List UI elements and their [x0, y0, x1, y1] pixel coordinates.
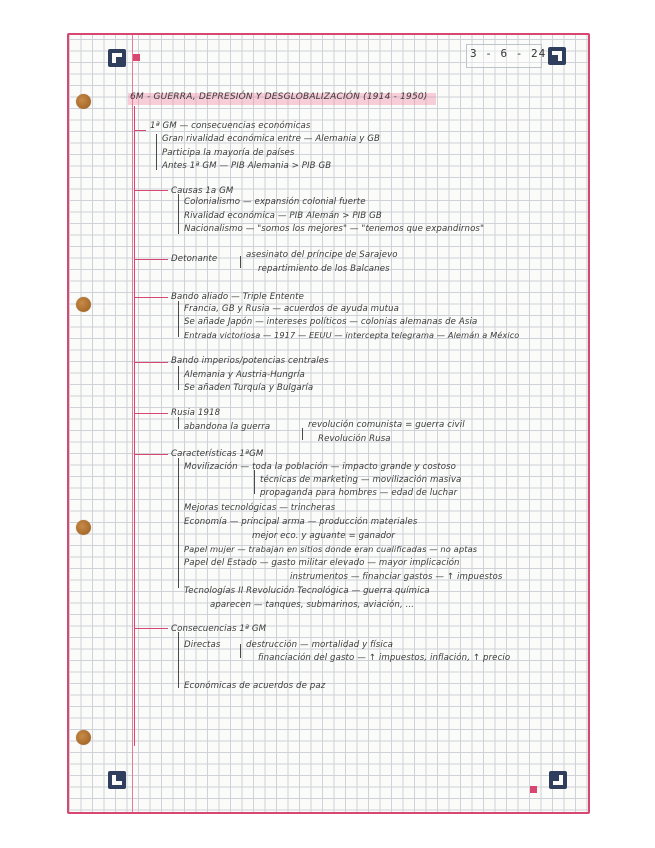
note-line: Economía — principal arma — producción materiales — [184, 517, 418, 527]
note-line: Movilización — toda la población — impacto grande y costoso — [184, 462, 457, 472]
section-heading: Causas 1a GM — [171, 186, 234, 196]
note-line: Rivalidad económica — PIB Alemán > PIB GB — [184, 211, 382, 221]
note-line: abandona la guerra — [184, 422, 271, 432]
note-line: Nacionalismo — "somos los mejores" — "tenemos que expandirnos" — [184, 224, 485, 234]
note-line: Participa la mayoría de países — [162, 148, 295, 158]
page-date: 3 - 6 - 24 — [470, 47, 547, 60]
corner-mark-top-right-icon — [548, 47, 566, 65]
outline-branch — [134, 362, 168, 363]
note-line: propaganda para hombres — edad de luchar — [260, 488, 458, 498]
note-line: Tecnologías II Revolución Tecnológica — guerra química — [184, 586, 430, 596]
note-line: Entrada victoriosa — 1917 — EEUU — intercepta telegrama — Alemán a México — [184, 330, 520, 340]
note-line: Mejoras tecnológicas — trincheras — [184, 503, 336, 513]
page-title: 6M - GUERRA, DEPRESIÓN Y DESGLOBALIZACIÓN (1914 - 1950) — [130, 92, 428, 102]
outline-trunk — [134, 106, 135, 746]
note-line: repartimiento de los Balcanes — [258, 264, 390, 274]
note-line: 1ª GM — consecuencias económicas — [150, 121, 311, 131]
outline-branch — [134, 628, 168, 629]
note-line: financiación del gasto — ↑ impuestos, inflación, ↑ precio — [258, 653, 511, 663]
bracket — [254, 470, 255, 494]
outline-branch — [134, 297, 168, 298]
corner-tick — [133, 54, 140, 61]
note-line: revolución comunista = guerra civil — [308, 420, 465, 430]
outline-branch — [134, 259, 168, 260]
note-line: técnicas de marketing — movilización masiva — [260, 475, 462, 485]
note-line: Colonialismo — expansión colonial fuerte — [184, 197, 366, 207]
corner-mark-bottom-right-icon — [549, 771, 567, 789]
bracket — [302, 428, 303, 440]
note-line: Gran rivalidad económica entre — Alemania y GB — [162, 134, 381, 144]
bracket — [178, 417, 179, 429]
note-line: instrumentos — financiar gastos — ↑ impuestos — [290, 572, 503, 582]
note-line: destrucción — mortalidad y física — [246, 640, 394, 650]
note-line: Francia, GB y Rusia — acuerdos de ayuda mutua — [184, 304, 400, 314]
corner-mark-top-left-icon — [108, 49, 126, 67]
corner-tick — [530, 786, 537, 793]
bracket — [240, 644, 241, 658]
section-heading: Características 1ªGM — [171, 449, 264, 459]
section-heading: Bando aliado — Triple Entente — [171, 292, 305, 302]
margin-line — [132, 35, 133, 812]
outline-branch — [134, 130, 146, 131]
note-line: Revolución Rusa — [318, 434, 391, 444]
bracket — [178, 194, 179, 234]
note-line: Antes 1ª GM — PIB Alemania > PIB GB — [162, 161, 332, 171]
note-line: Económicas de acuerdos de paz — [184, 681, 326, 691]
bracket — [178, 632, 179, 688]
note-line: Directas — [184, 640, 221, 650]
section-heading: Rusia 1918 — [171, 408, 221, 418]
outline-branch — [134, 413, 168, 414]
bracket — [240, 256, 241, 268]
note-line: asesinato del príncipe de Sarajevo — [246, 250, 398, 260]
binder-hole — [76, 520, 91, 535]
binder-hole — [76, 94, 91, 109]
section-heading: Bando imperios/potencias centrales — [171, 356, 329, 366]
binder-hole — [76, 730, 91, 745]
bracket — [178, 458, 179, 588]
section-heading: Consecuencias 1ª GM — [171, 624, 267, 634]
outline-branch — [134, 454, 168, 455]
bracket — [178, 366, 179, 390]
note-line: aparecen — tanques, submarinos, aviación, ... — [210, 600, 415, 610]
note-line: Papel del Estado — gasto militar elevado — mayor implicación — [184, 558, 460, 568]
section-heading: Detonante — [171, 254, 218, 264]
note-line: mejor eco. y aguante = ganador — [252, 531, 396, 541]
binder-hole — [76, 297, 91, 312]
note-line: Se añade Japón — intereses políticos — colonias alemanas de Asia — [184, 317, 478, 327]
bracket — [178, 301, 179, 337]
outline-branch — [134, 190, 168, 191]
bracket — [156, 134, 157, 170]
corner-mark-bottom-left-icon — [108, 771, 126, 789]
note-line: Se añaden Turquía y Bulgaría — [184, 383, 314, 393]
note-line: Alemania y Austria-Hungría — [184, 370, 305, 380]
note-line: Papel mujer — trabajan en sitios donde eran cualificadas — no aptas — [184, 544, 478, 554]
